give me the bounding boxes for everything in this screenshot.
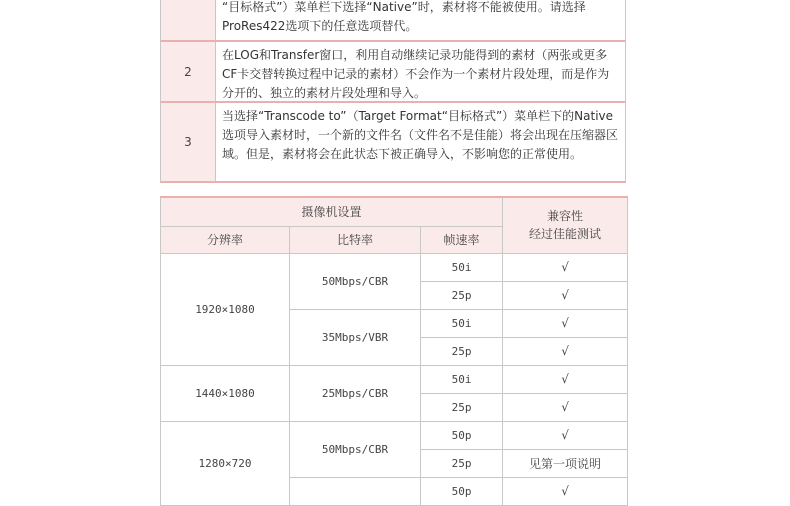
bitrate-cell: 50Mbps/CBR <box>290 253 421 309</box>
compatibility-header <box>503 197 628 253</box>
compat-check: √ <box>503 365 628 393</box>
notes-row-text: “目标格式”）菜单栏下选择“Native”时，素材将不能被使用。请选择ProRes422选项下的任意选项替代。 <box>222 0 586 33</box>
bitrate-cell: 35Mbps/VBR <box>290 309 421 365</box>
notes-row-number: 2 <box>161 42 216 101</box>
bitrate-cell: 25Mbps/CBR <box>290 365 421 421</box>
notes-row-3 <box>160 103 626 183</box>
compat-check: √ <box>503 337 628 365</box>
framerate-cell: 50p <box>421 477 503 505</box>
bitrate-cell <box>290 477 421 505</box>
notes-table <box>160 0 626 183</box>
framerate-cell: 25p <box>421 449 503 477</box>
framerate-cell: 50p <box>421 421 503 449</box>
compat-check: √ <box>503 309 628 337</box>
compatibility-header-line2: 经过佳能测试 <box>529 227 602 242</box>
framerate-cell: 50i <box>421 365 503 393</box>
framerate-cell: 50i <box>421 309 503 337</box>
compat-check: √ <box>503 477 628 505</box>
framerate-cell: 25p <box>421 393 503 421</box>
bitrate-cell: 50Mbps/CBR <box>290 421 421 477</box>
camera-settings-header: 摄像机设置 <box>161 197 503 226</box>
framerate-header: 帧速率 <box>421 226 503 253</box>
notes-row-1 <box>160 0 626 42</box>
resolution-header: 分辨率 <box>161 226 290 253</box>
notes-row-2 <box>160 42 626 103</box>
bitrate-header: 比特率 <box>290 226 421 253</box>
framerate-cell: 25p <box>421 337 503 365</box>
resolution-cell: 1440×1080 <box>161 365 290 421</box>
framerate-cell: 25p <box>421 281 503 309</box>
resolution-cell: 1280×720 <box>161 421 290 505</box>
compat-check: √ <box>503 393 628 421</box>
compat-check: √ <box>503 281 628 309</box>
notes-row-number <box>161 0 216 40</box>
compat-note: 见第一项说明 <box>503 449 628 477</box>
compat-check: √ <box>503 421 628 449</box>
notes-row-text: 在LOG和Transfer窗口，利用自动继续记录功能得到的素材（两张或更多CF卡交替转换过程中记录的素材）不会作为一个素材片段处理，而是作为分开的、独立的素材片段处理和导入。 <box>222 48 610 100</box>
framerate-cell: 50i <box>421 253 503 281</box>
notes-row-number: 3 <box>161 103 216 181</box>
compatibility-header-line1: 兼容性 <box>547 209 584 224</box>
notes-row-text: 当选择“Transcode to”（Target Format“目标格式”）菜单栏下的Native选项导入素材时，一个新的文件名（文件名不是佳能）将会出现在压缩器区域。但是，素材将会在此状态下被正确导入，不影响您的正常使用。 <box>222 109 619 161</box>
compatibility-table <box>160 196 628 506</box>
compat-check: √ <box>503 253 628 281</box>
resolution-cell: 1920×1080 <box>161 253 290 365</box>
